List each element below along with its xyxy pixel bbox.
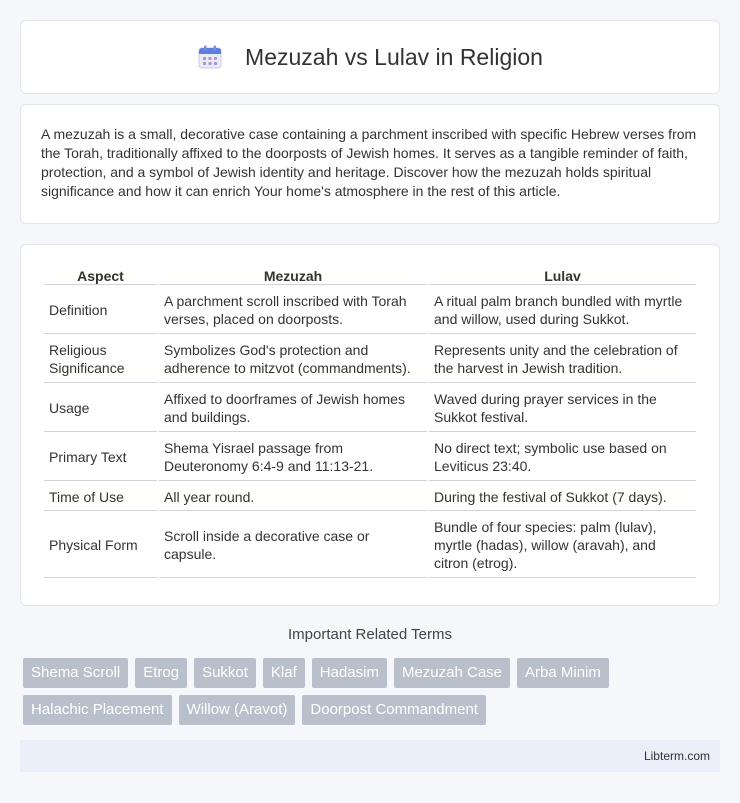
header-aspect: Aspect [44,267,157,285]
table-header-row [44,267,696,285]
row-aspect: Definition [44,287,157,334]
row-lulav: No direct text; symbolic use based on Leviticus 23:40. [429,434,696,481]
row-lulav: A ritual palm branch bundled with myrtle and willow, used during Sukkot. [429,287,696,334]
row-aspect: Usage [44,385,157,432]
page-title: Mezuzah vs Lulav in Religion [245,43,543,70]
comparison-card [20,244,720,606]
header-lulav: Lulav [429,267,696,285]
related-terms-list [23,658,713,732]
table-row [44,336,696,383]
row-mezuzah: All year round. [159,483,427,511]
row-aspect: Physical Form [44,513,157,578]
row-lulav: Represents unity and the celebration of the harvest in Jewish tradition. [429,336,696,383]
intro-card [20,104,720,224]
term-tag[interactable]: Hadasim [312,658,387,688]
related-terms-heading: Important Related Terms [288,626,452,643]
row-mezuzah: Symbolizes God's protection and adherence to mitzvot (commandments). [159,336,427,383]
row-mezuzah: Scroll inside a decorative case or capsule. [159,513,427,578]
table-row [44,483,696,511]
intro-paragraph: A mezuzah is a small, decorative case containing a parchment inscribed with specific Hebrew verses from the Torah, traditionally affixed to the doorposts of Jewish homes. It serves as a tangible reminder of faith, protection, and a symbol of Jewish identity and heritage. Discover how the mezuzah holds spiritual significance and how it can enrich Your home's atmosphere in the rest of this article. [41,126,697,199]
row-lulav: Waved during prayer services in the Sukkot festival. [429,385,696,432]
table-row [44,287,696,334]
row-aspect: Religious Significance [44,336,157,383]
table-row [44,385,696,432]
term-tag[interactable]: Willow (Aravot) [179,695,296,725]
comparison-table [42,265,698,580]
term-tag[interactable]: Halachic Placement [23,695,172,725]
term-tag[interactable]: Sukkot [194,658,256,688]
term-tag[interactable]: Shema Scroll [23,658,128,688]
term-tag[interactable]: Arba Minim [517,658,609,688]
term-tag[interactable]: Mezuzah Case [394,658,510,688]
header-mezuzah: Mezuzah [159,267,427,285]
term-tag[interactable]: Etrog [135,658,187,688]
row-mezuzah: A parchment scroll inscribed with Torah verses, placed on doorposts. [159,287,427,334]
row-aspect: Primary Text [44,434,157,481]
footer-site-link[interactable]: Libterm.com [643,749,710,763]
row-mezuzah: Shema Yisrael passage from Deuteronomy 6:4-9 and 11:13-21. [159,434,427,481]
row-lulav: During the festival of Sukkot (7 days). [429,483,696,511]
table-row [44,513,696,578]
title-card [20,20,720,94]
row-mezuzah: Affixed to doorframes of Jewish homes and buildings. [159,385,427,432]
row-aspect: Time of Use [44,483,157,511]
term-tag[interactable]: Doorpost Commandment [302,695,486,725]
calendar-icon [197,44,223,70]
footer [20,740,720,772]
table-row [44,434,696,481]
term-tag[interactable]: Klaf [263,658,305,688]
row-lulav: Bundle of four species: palm (lulav), myrtle (hadas), willow (aravah), and citron (etrog). [429,513,696,578]
